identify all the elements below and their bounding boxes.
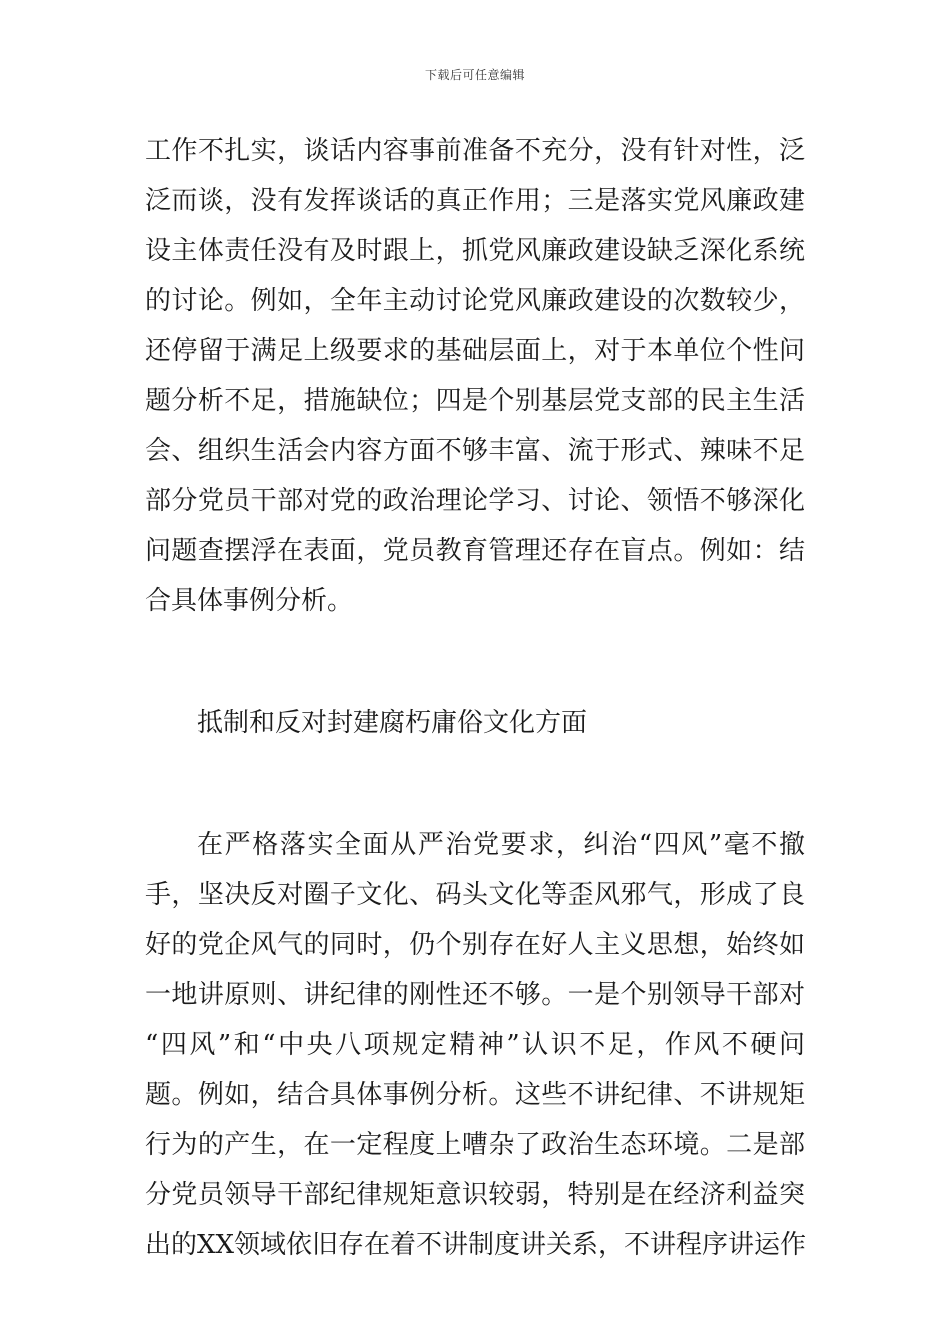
text-line: 题。例如，结合具体事例分析。这些不讲纪律、不讲规矩 (145, 1080, 805, 1110)
text-line: 问题查摆浮在表面，党员教育管理还存在盲点。例如：结 (145, 536, 805, 566)
text-line: 行为的产生，在一定程度上嘈杂了政治生态环境。二是部 (145, 1130, 805, 1160)
text-line: 部分党员干部对党的政治理论学习、讨论、领悟不够深化 (145, 486, 805, 516)
section-heading-text: 抵制和反对封建腐朽庸俗文化方面 (197, 708, 588, 738)
paragraph-2 (145, 820, 805, 1270)
text-line: 手，坚决反对圈子文化、码头文化等歪风邪气，形成了良 (145, 880, 805, 910)
text-line: 设主体责任没有及时跟上，抓党风廉政建设缺乏深化系统 (145, 236, 805, 266)
text-line: “四风”和“中央八项规定精神”认识不足，作风不硬问 (145, 1030, 805, 1060)
page-header-note: 下载后可任意编辑 (424, 68, 525, 82)
document-body (145, 126, 805, 1270)
text-line: 工作不扎实，谈话内容事前准备不充分，没有针对性，泛 (145, 136, 805, 166)
text-line: 题分析不足，措施缺位；四是个别基层党支部的民主生活 (145, 386, 805, 416)
text-line: 会、组织生活会内容方面不够丰富、流于形式、辣味不足 (145, 436, 805, 466)
text-line: 在严格落实全面从严治党要求，纠治“四风”毫不撤 (197, 830, 805, 860)
text-line: 分党员领导干部纪律规矩意识较弱，特别是在经济利益突 (145, 1180, 805, 1210)
text-line: 出的XX领域依旧存在着不讲制度讲关系，不讲程序讲运作 (145, 1230, 807, 1260)
paragraph-1 (145, 126, 805, 626)
text-line: 一地讲原则、讲纪律的刚性还不够。一是个别领导干部对 (145, 980, 805, 1010)
text-line: 的讨论。例如，全年主动讨论党风廉政建设的次数较少， (145, 286, 805, 316)
section-heading (145, 698, 805, 748)
text-line: 合具体事例分析。 (145, 586, 354, 616)
text-line: 好的党企风气的同时，仍个别存在好人主义思想，始终如 (145, 930, 805, 960)
text-line: 还停留于满足上级要求的基础层面上，对于本单位个性问 (145, 336, 805, 366)
text-line: 泛而谈，没有发挥谈话的真正作用；三是落实党风廉政建 (145, 186, 805, 216)
